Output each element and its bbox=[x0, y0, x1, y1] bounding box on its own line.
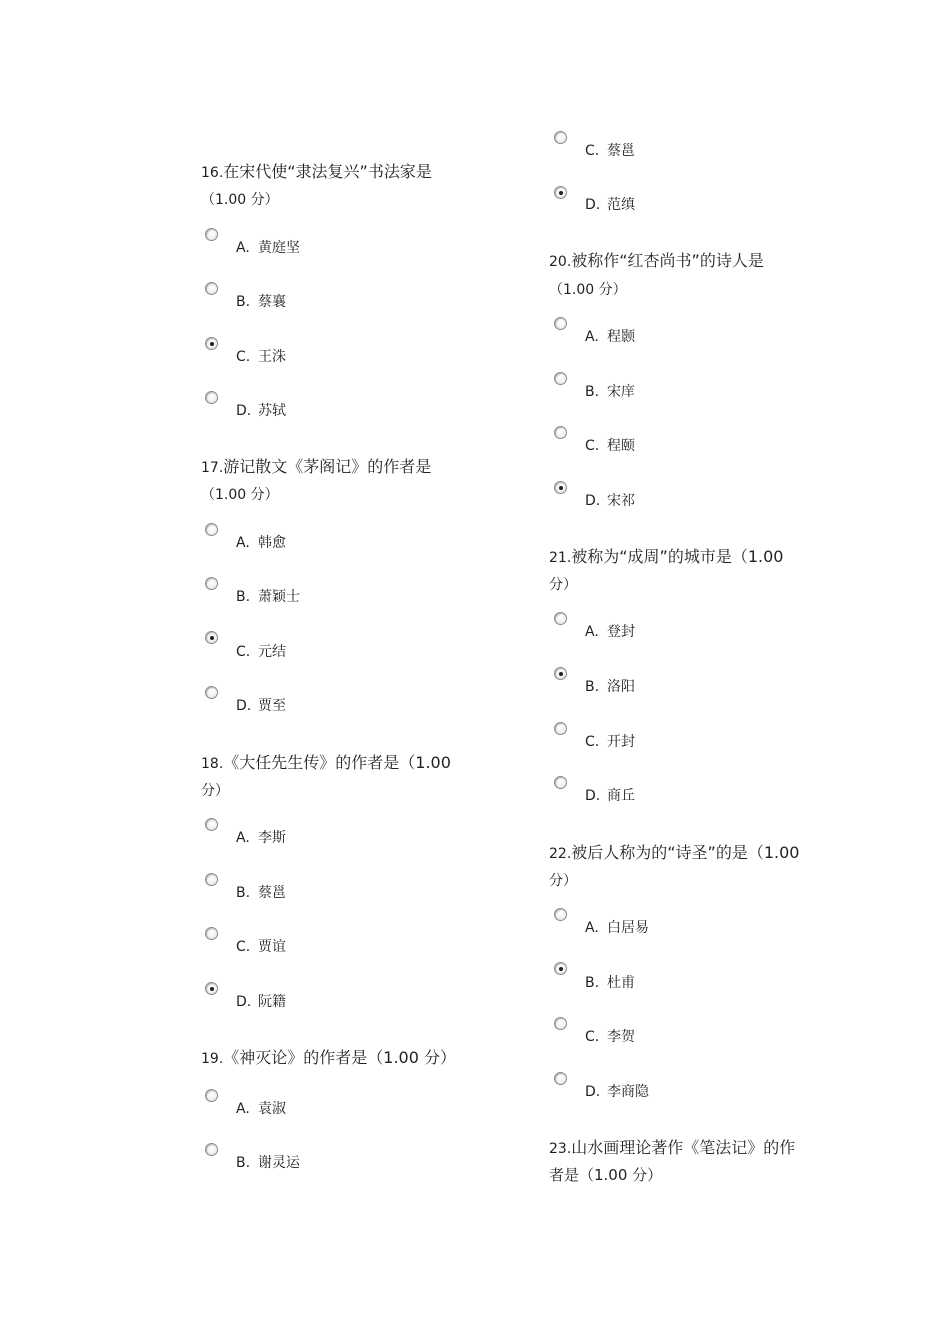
question-number: 18. bbox=[201, 756, 224, 772]
option-q20-a: A. 程颢 bbox=[585, 329, 635, 345]
question-17-points: （1.00 分） bbox=[201, 487, 279, 503]
question-21-points: 分） bbox=[549, 577, 577, 593]
radio-q17-a[interactable] bbox=[205, 523, 218, 536]
question-20-title bbox=[549, 248, 764, 275]
question-20-points: （1.00 分） bbox=[549, 282, 627, 298]
option-q18-c: C. 贾谊 bbox=[236, 939, 286, 955]
radio-selected-dot bbox=[559, 191, 563, 195]
option-q16-c: C. 王洙 bbox=[236, 349, 286, 365]
question-number: 21. bbox=[549, 550, 572, 566]
question-number: 19. bbox=[201, 1051, 224, 1067]
option-q22-b: B. 杜甫 bbox=[585, 975, 635, 991]
radio-q19-d[interactable] bbox=[554, 186, 567, 199]
question-23-title bbox=[549, 1135, 795, 1162]
radio-q17-b[interactable] bbox=[205, 577, 218, 590]
radio-q22-d[interactable] bbox=[554, 1072, 567, 1085]
option-q17-a: A. 韩愈 bbox=[236, 535, 286, 551]
radio-q22-b[interactable] bbox=[554, 962, 567, 975]
question-number: 22. bbox=[549, 846, 572, 862]
option-q19-d: D. 范缜 bbox=[585, 197, 635, 213]
radio-q19-b[interactable] bbox=[205, 1143, 218, 1156]
radio-q20-d[interactable] bbox=[554, 481, 567, 494]
question-18-title bbox=[201, 750, 451, 777]
radio-q18-b[interactable] bbox=[205, 873, 218, 886]
radio-q16-c[interactable] bbox=[205, 337, 218, 350]
radio-q19-a[interactable] bbox=[205, 1089, 218, 1102]
question-text: 被后人称为的“诗圣”的是（1.00 bbox=[571, 843, 800, 862]
option-q22-d: D. 李商隐 bbox=[585, 1084, 649, 1100]
option-q17-b: B. 萧颖士 bbox=[236, 589, 300, 605]
question-text: 在宋代使“隶法复兴”书法家是 bbox=[223, 162, 432, 181]
question-16-points: （1.00 分） bbox=[201, 192, 279, 208]
question-text: 被称作“红杏尚书”的诗人是 bbox=[571, 251, 764, 270]
option-q22-a: A. 白居易 bbox=[585, 920, 649, 936]
radio-selected-dot bbox=[210, 636, 214, 640]
question-text: 《大任先生传》的作者是（1.00 bbox=[223, 753, 451, 772]
option-q16-b: B. 蔡襄 bbox=[236, 294, 286, 310]
question-18-points: 分） bbox=[201, 783, 229, 799]
option-q18-d: D. 阮籍 bbox=[236, 994, 286, 1010]
question-17-title bbox=[201, 454, 431, 481]
radio-q17-c[interactable] bbox=[205, 631, 218, 644]
option-q20-c: C. 程颐 bbox=[585, 438, 635, 454]
option-q17-d: D. 贾至 bbox=[236, 698, 286, 714]
question-number: 17. bbox=[201, 460, 224, 476]
question-21-title bbox=[549, 544, 783, 571]
option-q21-b: B. 洛阳 bbox=[585, 679, 635, 695]
question-number: 23. bbox=[549, 1141, 572, 1157]
radio-q18-c[interactable] bbox=[205, 927, 218, 940]
question-text: 山水画理论著作《笔法记》的作 bbox=[571, 1138, 796, 1157]
radio-q18-d[interactable] bbox=[205, 982, 218, 995]
question-23-text-line2: 者是（1.00 分） bbox=[549, 1166, 663, 1184]
radio-q21-a[interactable] bbox=[554, 612, 567, 625]
radio-q16-a[interactable] bbox=[205, 228, 218, 241]
option-q21-d: D. 商丘 bbox=[585, 788, 635, 804]
option-q20-d: D. 宋祁 bbox=[585, 493, 635, 509]
radio-q22-c[interactable] bbox=[554, 1017, 567, 1030]
option-q18-b: B. 蔡邕 bbox=[236, 885, 286, 901]
radio-selected-dot bbox=[210, 342, 214, 346]
option-q21-c: C. 开封 bbox=[585, 734, 635, 750]
radio-selected-dot bbox=[210, 987, 214, 991]
question-22-points: 分） bbox=[549, 873, 577, 889]
radio-q17-d[interactable] bbox=[205, 686, 218, 699]
option-q21-a: A. 登封 bbox=[585, 624, 635, 640]
radio-q21-d[interactable] bbox=[554, 776, 567, 789]
option-q20-b: B. 宋庠 bbox=[585, 384, 635, 400]
option-q16-a: A. 黄庭坚 bbox=[236, 240, 300, 256]
question-16-title bbox=[201, 159, 432, 186]
radio-q16-d[interactable] bbox=[205, 391, 218, 404]
radio-q20-b[interactable] bbox=[554, 372, 567, 385]
radio-q20-c[interactable] bbox=[554, 426, 567, 439]
question-number: 20. bbox=[549, 254, 572, 270]
option-q16-d: D. 苏轼 bbox=[236, 403, 286, 419]
question-text: 《神灭论》的作者是（1.00 分） bbox=[223, 1048, 456, 1067]
question-19-title bbox=[201, 1045, 456, 1072]
option-q17-c: C. 元结 bbox=[236, 644, 286, 660]
option-q18-a: A. 李斯 bbox=[236, 830, 286, 846]
radio-selected-dot bbox=[559, 486, 563, 490]
radio-q18-a[interactable] bbox=[205, 818, 218, 831]
radio-selected-dot bbox=[559, 967, 563, 971]
radio-q22-a[interactable] bbox=[554, 908, 567, 921]
radio-q19-c[interactable] bbox=[554, 131, 567, 144]
radio-q21-c[interactable] bbox=[554, 722, 567, 735]
radio-selected-dot bbox=[559, 672, 563, 676]
question-text: 游记散文《茅阁记》的作者是 bbox=[223, 457, 432, 476]
option-q19-a: A. 袁淑 bbox=[236, 1101, 286, 1117]
question-number: 16. bbox=[201, 165, 224, 181]
radio-q21-b[interactable] bbox=[554, 667, 567, 680]
question-text: 被称为“成周”的城市是（1.00 bbox=[571, 547, 784, 566]
option-q22-c: C. 李贺 bbox=[585, 1029, 635, 1045]
option-q19-c: C. 蔡邕 bbox=[585, 143, 635, 159]
question-22-title bbox=[549, 840, 799, 867]
radio-q16-b[interactable] bbox=[205, 282, 218, 295]
radio-q20-a[interactable] bbox=[554, 317, 567, 330]
option-q19-b: B. 谢灵运 bbox=[236, 1155, 300, 1171]
